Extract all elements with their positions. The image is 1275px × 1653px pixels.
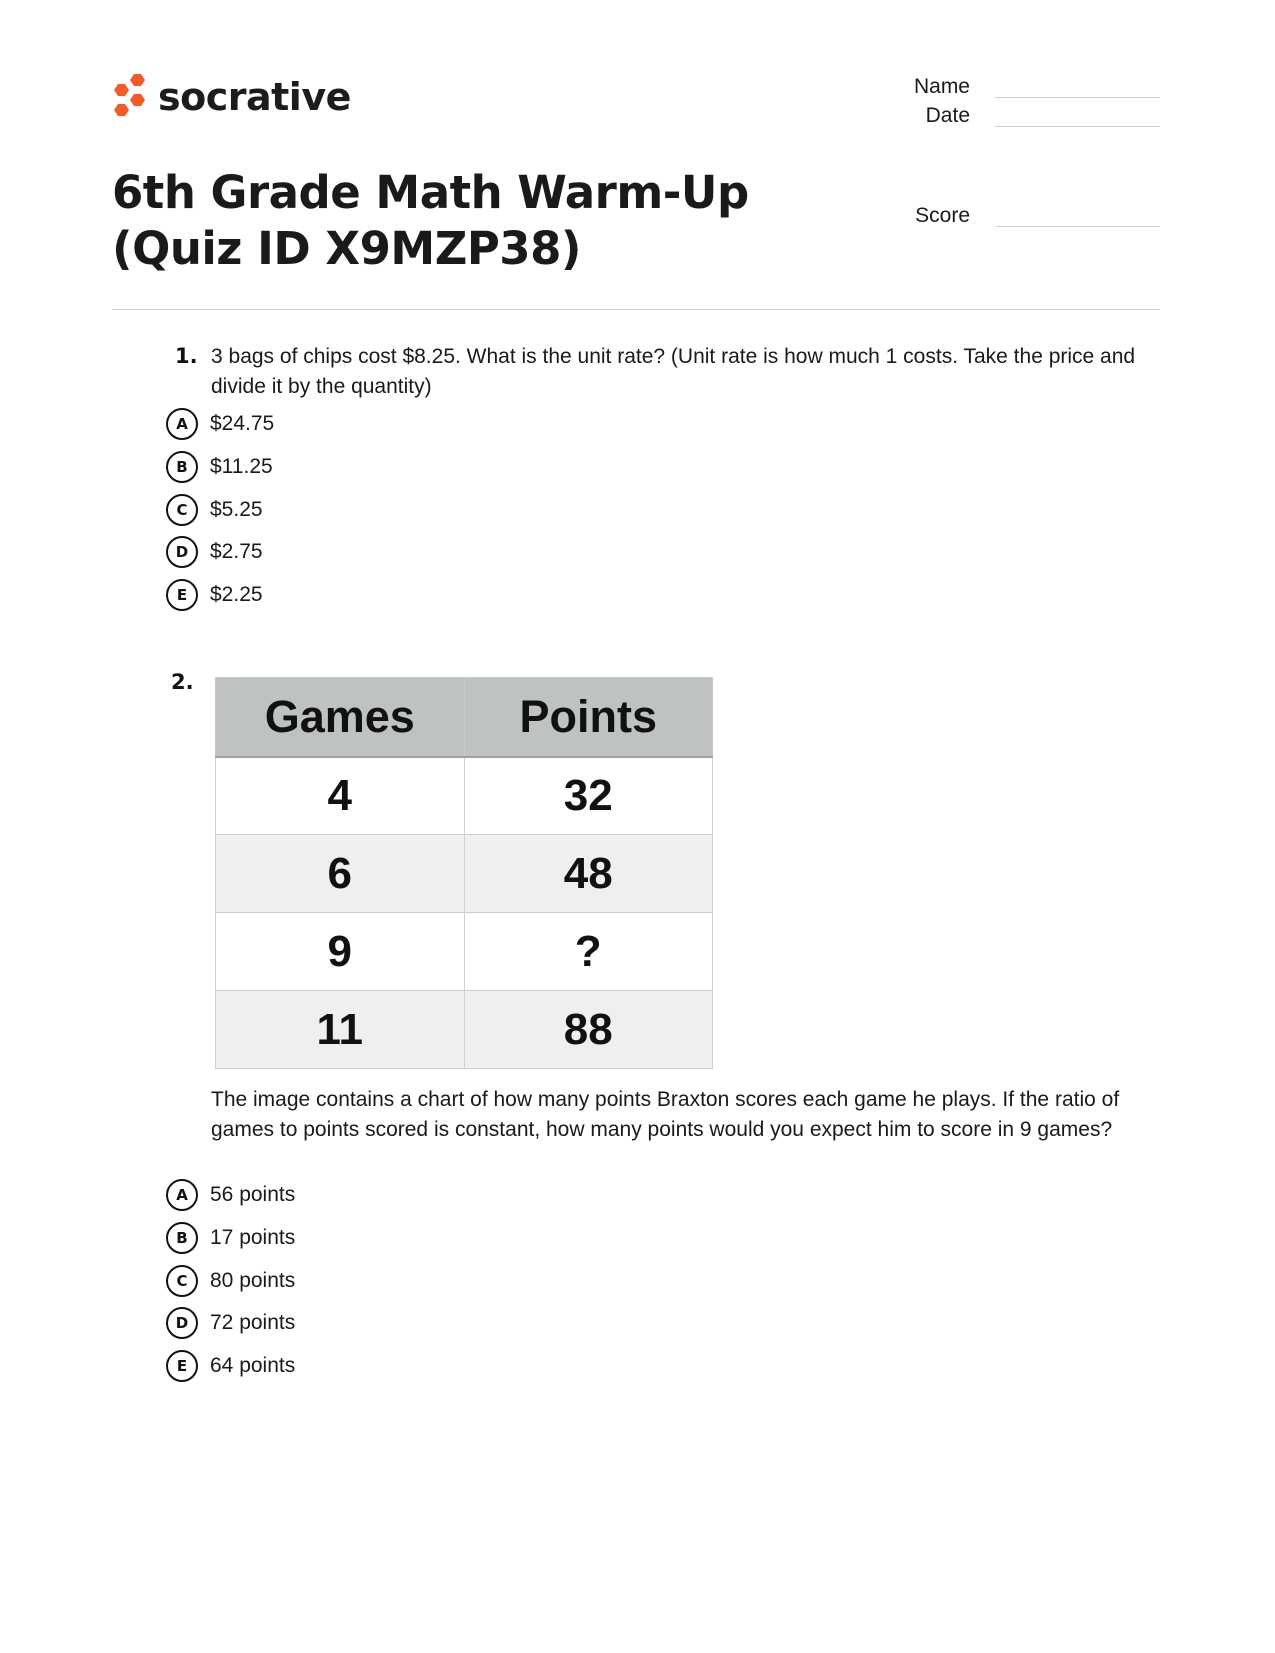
question-1-choice-d[interactable]	[166, 535, 263, 569]
choice-bubble-d[interactable]: D	[166, 1307, 198, 1339]
choice-text: $2.25	[210, 583, 263, 606]
question-2-choice-b[interactable]	[166, 1221, 295, 1255]
choice-bubble-b[interactable]: B	[166, 1222, 198, 1254]
choice-bubble-b[interactable]: B	[166, 451, 198, 483]
choice-text: $2.75	[210, 540, 263, 563]
question-2-choice-c[interactable]	[166, 1264, 295, 1298]
choice-text: $5.25	[210, 498, 263, 521]
name-line[interactable]	[995, 97, 1160, 98]
header-divider	[112, 309, 1160, 310]
score-field[interactable]	[880, 204, 1160, 232]
table-header-points: Points	[464, 678, 713, 757]
question-2-text: The image contains a chart of how many points Braxton scores each game he plays. If the ratio of games to points scored is constant, how many points would you expect him to score in 9 games?	[211, 1088, 1120, 1141]
choice-bubble-e[interactable]: E	[166, 1350, 198, 1382]
table-cell: 9	[216, 913, 465, 991]
question-2-choice-e[interactable]	[166, 1349, 295, 1383]
question-1-text: 3 bags of chips cost $8.25. What is the unit rate? (Unit rate is how much 1 costs. Take the price and divide it by the quantity)	[211, 345, 1136, 398]
choice-text: 17 points	[210, 1226, 296, 1249]
table-cell: 6	[216, 835, 465, 913]
question-2-choice-d[interactable]	[166, 1306, 295, 1340]
table-cell: 11	[216, 991, 465, 1069]
choice-text: 56 points	[210, 1183, 296, 1206]
games-points-table	[215, 677, 713, 1069]
hexagon-cluster-icon	[110, 72, 150, 122]
table-row	[216, 913, 713, 991]
choice-text: 80 points	[210, 1269, 296, 1292]
name-field[interactable]	[880, 75, 1160, 103]
question-1-choice-b[interactable]	[166, 450, 273, 484]
table-cell: 4	[216, 757, 465, 835]
score-label: Score	[915, 204, 970, 227]
date-line[interactable]	[995, 126, 1160, 127]
question-2-choice-a[interactable]	[166, 1178, 295, 1212]
date-label: Date	[925, 104, 970, 127]
socrative-logo	[110, 72, 351, 122]
choice-bubble-a[interactable]: A	[166, 408, 198, 440]
table-header-games: Games	[216, 678, 465, 757]
question-2-number: 2.	[171, 670, 194, 694]
choice-bubble-c[interactable]: C	[166, 494, 198, 526]
table-cell: 88	[464, 991, 713, 1069]
choice-bubble-c[interactable]: C	[166, 1265, 198, 1297]
table-cell: 48	[464, 835, 713, 913]
question-1-number: 1.	[175, 344, 198, 368]
choice-text: $24.75	[210, 412, 275, 435]
choice-bubble-d[interactable]: D	[166, 536, 198, 568]
question-1-choice-e[interactable]	[166, 578, 263, 612]
choice-text: 64 points	[210, 1354, 296, 1377]
table-cell: ?	[464, 913, 713, 991]
question-1-choice-c[interactable]	[166, 493, 263, 527]
table-row	[216, 757, 713, 835]
quiz-title: 6th Grade Math Warm-Up (Quiz ID X9MZP38)	[112, 166, 749, 275]
name-label: Name	[913, 75, 970, 98]
choice-text: $11.25	[210, 455, 273, 478]
table-header-row	[216, 678, 713, 757]
brand-name: socrative	[158, 75, 351, 119]
question-1-choice-a[interactable]	[166, 407, 274, 441]
table-cell: 32	[464, 757, 713, 835]
choice-bubble-a[interactable]: A	[166, 1179, 198, 1211]
date-field[interactable]	[880, 104, 1160, 132]
table-row	[216, 991, 713, 1069]
table-row	[216, 835, 713, 913]
choice-text: 72 points	[210, 1311, 296, 1334]
choice-bubble-e[interactable]: E	[166, 579, 198, 611]
score-line[interactable]	[995, 226, 1160, 227]
